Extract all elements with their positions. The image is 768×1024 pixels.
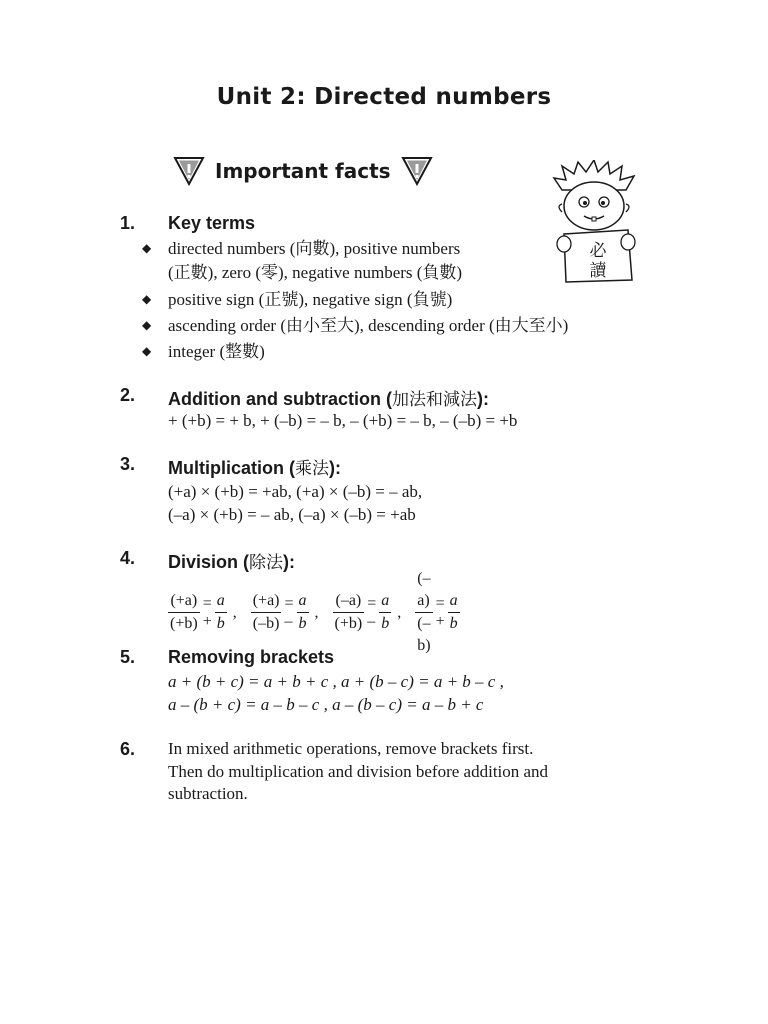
- cartoon-boy-reading-illustration: [548, 160, 644, 284]
- section-number: 1.: [120, 213, 136, 233]
- diamond-bullet-icon: ◆: [142, 241, 152, 255]
- diamond-bullet-icon: ◆: [142, 292, 152, 306]
- section-heading: Multiplication (乘法):: [168, 458, 341, 479]
- division-fractions: $\frac{(+a)}{(+b)}$ = + $\frac{a}{b}$ , $\frac{(+a)}{(-b)}$ = – $\frac{a}{b}$ , $\frac{(-a)}{(+b)}$ = – $\frac{a}{b}$ , $\frac{(-a)}{(-b)}$ = + $\frac{a}{b}$: [168, 568, 460, 657]
- section-number: 6.: [120, 739, 136, 759]
- section-heading: Division (除法):: [168, 552, 296, 573]
- section-heading: Removing brackets: [168, 647, 335, 667]
- formula-line: a – (b + c) = a – b – c , a – (b – c) = a – b + c: [168, 695, 484, 714]
- cartoon-text-du: 讀: [589, 261, 607, 281]
- list-item: ◆ integer (整數): [142, 342, 265, 361]
- section-number: 5.: [120, 647, 136, 667]
- diamond-bullet-icon: ◆: [142, 318, 152, 332]
- formula-line: a + (b + c) = a + b + c , a + (b – c) = a + b – c ,: [168, 672, 504, 691]
- text-line: subtraction.: [168, 784, 248, 803]
- text-line: In mixed arithmetic operations, remove brackets first.: [168, 739, 534, 758]
- formula-line: + (+b) = + b, + (–b) = – b, – (+b) = – b, – (–b) = +b: [168, 411, 518, 430]
- cartoon-text-bi: 必: [589, 241, 607, 261]
- important-facts-header: [173, 155, 433, 187]
- formula-line: (+a) × (+b) = +ab, (+a) × (–b) = – ab,: [168, 482, 423, 501]
- warning-triangle-icon: [401, 155, 433, 187]
- warning-triangle-icon: [173, 155, 205, 187]
- list-item: ◆ directed numbers (向數), positive numbers: [142, 239, 461, 258]
- list-item: ◆ ascending order (由小至大), descending order (由大至小): [142, 316, 569, 335]
- section-number: 4.: [120, 548, 136, 568]
- section-number: 3.: [120, 454, 136, 474]
- page-title: Unit 2: Directed numbers: [216, 84, 552, 110]
- section-heading: Addition and subtraction (加法和減法):: [168, 389, 489, 410]
- important-facts-label: Important facts: [215, 159, 391, 183]
- list-item: ◆ positive sign (正號), negative sign (負號): [142, 290, 453, 309]
- list-item-continuation: (正數), zero (零), negative numbers (負數): [168, 263, 463, 282]
- formula-line: (–a) × (+b) = – ab, (–a) × (–b) = +ab: [168, 505, 416, 524]
- section-number: 2.: [120, 385, 136, 405]
- diamond-bullet-icon: ◆: [142, 344, 152, 358]
- section-heading: Key terms: [168, 213, 256, 233]
- text-line: Then do multiplication and division before addition and: [168, 762, 549, 781]
